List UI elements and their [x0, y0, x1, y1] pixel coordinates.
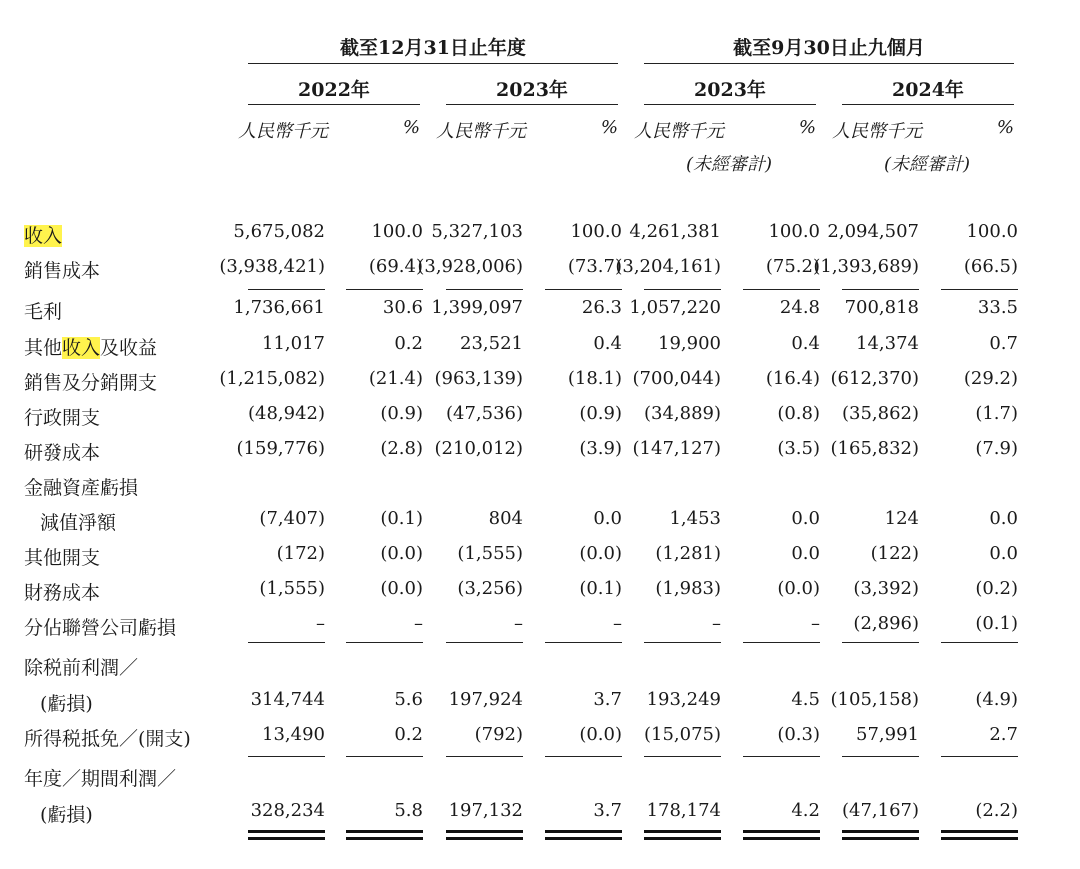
label-text: 毛利 — [24, 301, 63, 323]
percent-cell: – — [811, 613, 820, 634]
rule-after-cost-of-sales-2 — [346, 289, 423, 290]
year-underline-2 — [446, 104, 618, 105]
percent-cell: – — [414, 613, 423, 634]
amount-cell: 1,453 — [669, 508, 721, 529]
amount-cell: (147,127) — [632, 438, 721, 459]
amount-cell: 1,057,220 — [629, 297, 721, 318]
amount-cell: (47,536) — [445, 403, 523, 424]
double-rule-segment — [743, 837, 820, 840]
amount-cell: (35,862) — [841, 403, 919, 424]
percent-cell: (3.9) — [579, 438, 622, 459]
row-label — [40, 689, 93, 716]
amount-cell: (210,012) — [434, 438, 523, 459]
percent-cell: (73.7) — [567, 256, 622, 277]
rule-after-share-of-loss-6 — [743, 642, 820, 643]
amount-cell: (3,928,006) — [417, 256, 523, 277]
amount-cell: (3,938,421) — [219, 256, 325, 277]
percent-cell: 0.0 — [791, 543, 820, 564]
amount-cell: (1,281) — [655, 543, 721, 564]
unit-pct-3: % — [798, 117, 816, 138]
percent-cell: (16.4) — [765, 368, 820, 389]
amount-cell: (792) — [474, 724, 523, 745]
amount-cell: (48,942) — [247, 403, 325, 424]
unit-pct-1: % — [402, 117, 420, 138]
double-rule-segment — [346, 837, 423, 840]
label-text: 其他開支 — [24, 547, 101, 569]
percent-cell: 100.0 — [371, 221, 423, 242]
row-label — [24, 256, 100, 283]
label-text: 銷售成本 — [24, 260, 101, 282]
row-label — [24, 297, 62, 324]
rule-after-tax-2 — [346, 756, 423, 757]
label-text: 收入 — [24, 225, 63, 247]
amount-cell: 197,924 — [448, 689, 523, 710]
percent-cell: (3.5) — [777, 438, 820, 459]
amount-cell: (700,044) — [632, 368, 721, 389]
percent-cell: (0.0) — [777, 578, 820, 599]
percent-cell: (0.8) — [777, 403, 820, 424]
rule-after-tax-7 — [842, 756, 919, 757]
label-text: 行政開支 — [24, 407, 101, 429]
amount-cell: 328,234 — [250, 800, 325, 821]
amount-cell: 4,261,381 — [629, 221, 721, 242]
amount-cell: 19,900 — [658, 333, 721, 354]
percent-cell: (1.7) — [975, 403, 1018, 424]
percent-cell: (21.4) — [368, 368, 423, 389]
percent-cell: 100.0 — [570, 221, 622, 242]
amount-cell: (165,832) — [830, 438, 919, 459]
percent-cell: 0.4 — [593, 333, 622, 354]
amount-cell: 23,521 — [460, 333, 523, 354]
percent-cell: (0.1) — [975, 613, 1018, 634]
percent-cell: (0.0) — [579, 543, 622, 564]
percent-cell: (0.3) — [777, 724, 820, 745]
percent-cell: 3.7 — [593, 689, 622, 710]
rule-after-cost-of-sales-1 — [248, 289, 325, 290]
row-label — [24, 368, 157, 395]
row-label — [24, 578, 100, 605]
row-label — [24, 473, 138, 500]
label-text: (虧損) — [40, 804, 93, 826]
amount-cell: (122) — [870, 543, 919, 564]
rule-after-cost-of-sales-6 — [743, 289, 820, 290]
amount-cell: 193,249 — [646, 689, 721, 710]
double-rule-segment — [842, 830, 919, 833]
percent-cell: 3.7 — [593, 800, 622, 821]
double-rule-segment — [346, 830, 423, 833]
amount-cell: (1,555) — [259, 578, 325, 599]
highlighted-text: 收入 — [62, 337, 101, 359]
percent-cell: 0.0 — [989, 508, 1018, 529]
unaudited-note-1: (未經審計) — [686, 154, 773, 175]
unit-rmb-1: 人民幣千元 — [238, 121, 328, 142]
amount-cell: 57,991 — [856, 724, 919, 745]
rule-after-tax-8 — [941, 756, 1018, 757]
double-rule-segment — [842, 837, 919, 840]
amount-cell: (47,167) — [841, 800, 919, 821]
percent-cell: 24.8 — [779, 297, 820, 318]
amount-cell: 197,132 — [448, 800, 523, 821]
percent-cell: 100.0 — [768, 221, 820, 242]
rule-after-share-of-loss-1 — [248, 642, 325, 643]
rule-after-share-of-loss-3 — [446, 642, 523, 643]
rule-after-tax-3 — [446, 756, 523, 757]
double-rule-segment — [545, 830, 622, 833]
label-text: 年度／期間利潤／ — [24, 768, 177, 790]
amount-cell: 804 — [488, 508, 523, 529]
percent-cell: (0.2) — [975, 578, 1018, 599]
rule-after-cost-of-sales-7 — [842, 289, 919, 290]
percent-cell: 0.0 — [593, 508, 622, 529]
percent-cell: (0.9) — [579, 403, 622, 424]
row-label — [24, 653, 138, 680]
year-underline-1 — [248, 104, 420, 105]
percent-cell: (29.2) — [963, 368, 1018, 389]
amount-cell: 124 — [884, 508, 919, 529]
amount-cell: – — [514, 613, 523, 634]
amount-cell: (963,139) — [434, 368, 523, 389]
label-text: 銷售及分銷開支 — [24, 372, 158, 394]
amount-cell: (2,896) — [853, 613, 919, 634]
rule-after-tax-5 — [644, 756, 721, 757]
percent-cell: 2.7 — [989, 724, 1018, 745]
rule-after-cost-of-sales-5 — [644, 289, 721, 290]
percent-cell: – — [613, 613, 622, 634]
unit-pct-2: % — [600, 117, 618, 138]
amount-cell: (3,256) — [457, 578, 523, 599]
year-2022: 2022年 — [298, 79, 370, 101]
year-2023-nine-months: 2023年 — [694, 79, 766, 101]
amount-cell: 178,174 — [646, 800, 721, 821]
amount-cell: 314,744 — [250, 689, 325, 710]
row-label — [24, 613, 176, 640]
rule-after-cost-of-sales-3 — [446, 289, 523, 290]
double-rule-segment — [743, 830, 820, 833]
percent-cell: (0.1) — [380, 508, 423, 529]
row-label — [24, 764, 176, 791]
amount-cell: 700,818 — [844, 297, 919, 318]
amount-cell: 1,736,661 — [233, 297, 325, 318]
label-text: 金融資產虧損 — [24, 477, 139, 499]
percent-cell: 0.0 — [791, 508, 820, 529]
year-underline-4 — [842, 104, 1014, 105]
rule-after-share-of-loss-8 — [941, 642, 1018, 643]
row-label — [24, 724, 191, 751]
percent-cell: (0.0) — [579, 724, 622, 745]
percent-cell: (4.9) — [975, 689, 1018, 710]
amount-cell: 5,675,082 — [233, 221, 325, 242]
percent-cell: 5.6 — [394, 689, 423, 710]
percent-cell: 0.0 — [989, 543, 1018, 564]
rule-after-share-of-loss-2 — [346, 642, 423, 643]
row-label — [24, 333, 157, 360]
rule-after-share-of-loss-7 — [842, 642, 919, 643]
percent-cell: (0.0) — [380, 543, 423, 564]
unaudited-note-2: (未經審計) — [884, 154, 971, 175]
amount-cell: 1,399,097 — [431, 297, 523, 318]
rule-after-cost-of-sales-4 — [545, 289, 622, 290]
amount-cell: (159,776) — [236, 438, 325, 459]
double-rule-segment — [545, 837, 622, 840]
amount-cell: 5,327,103 — [431, 221, 523, 242]
percent-cell: 0.2 — [394, 333, 423, 354]
rule-after-share-of-loss-4 — [545, 642, 622, 643]
amount-cell: – — [712, 613, 721, 634]
percent-cell: (7.9) — [975, 438, 1018, 459]
percent-cell: (69.4) — [368, 256, 423, 277]
group-header-year-ended: 截至12月31日止年度 — [340, 37, 526, 59]
rule-after-tax-6 — [743, 756, 820, 757]
double-rule-segment — [941, 830, 1018, 833]
label-part: 其他 — [24, 337, 63, 359]
label-text: 減值淨額 — [40, 512, 117, 534]
percent-cell: 0.7 — [989, 333, 1018, 354]
amount-cell: – — [316, 613, 325, 634]
double-rule-segment — [446, 837, 523, 840]
label-part: 及收益 — [100, 337, 158, 359]
unit-rmb-2: 人民幣千元 — [436, 121, 526, 142]
amount-cell: (1,983) — [655, 578, 721, 599]
rule-after-share-of-loss-5 — [644, 642, 721, 643]
percent-cell: 26.3 — [581, 297, 622, 318]
group-header-nine-months: 截至9月30日止九個月 — [733, 37, 925, 59]
percent-cell: (18.1) — [567, 368, 622, 389]
label-text: 分佔聯營公司虧損 — [24, 617, 177, 639]
group-underline-2 — [644, 63, 1014, 64]
row-label — [24, 438, 100, 465]
percent-cell: (66.5) — [963, 256, 1018, 277]
label-text: 除税前利潤／ — [24, 657, 139, 679]
unit-rmb-4: 人民幣千元 — [832, 121, 922, 142]
year-underline-3 — [644, 104, 816, 105]
rule-after-tax-1 — [248, 756, 325, 757]
amount-cell: (3,204,161) — [615, 256, 721, 277]
group-underline-1 — [248, 63, 618, 64]
rule-after-cost-of-sales-8 — [941, 289, 1018, 290]
amount-cell: (105,158) — [830, 689, 919, 710]
percent-cell: 30.6 — [382, 297, 423, 318]
percent-cell: (0.0) — [380, 578, 423, 599]
amount-cell: 11,017 — [262, 333, 325, 354]
amount-cell: (15,075) — [643, 724, 721, 745]
year-2023-annual: 2023年 — [496, 79, 568, 101]
amount-cell: (1,555) — [457, 543, 523, 564]
amount-cell: (1,393,689) — [813, 256, 919, 277]
row-label — [24, 543, 100, 570]
percent-cell: 5.8 — [394, 800, 423, 821]
row-label — [40, 800, 93, 827]
amount-cell: (172) — [276, 543, 325, 564]
label-text: 研發成本 — [24, 442, 101, 464]
label-text: 財務成本 — [24, 582, 101, 604]
double-rule-segment — [446, 830, 523, 833]
percent-cell: (0.1) — [579, 578, 622, 599]
double-rule-segment — [941, 837, 1018, 840]
year-2024-nine-months: 2024年 — [892, 79, 964, 101]
amount-cell: 14,374 — [856, 333, 919, 354]
percent-cell: 0.2 — [394, 724, 423, 745]
unit-rmb-3: 人民幣千元 — [634, 121, 724, 142]
label-text: (虧損) — [40, 693, 93, 715]
percent-cell: (2.2) — [975, 800, 1018, 821]
row-label — [40, 508, 116, 535]
rule-after-tax-4 — [545, 756, 622, 757]
percent-cell: (2.8) — [380, 438, 423, 459]
double-rule-segment — [644, 837, 721, 840]
percent-cell: 4.5 — [791, 689, 820, 710]
amount-cell: 13,490 — [262, 724, 325, 745]
row-label — [24, 221, 62, 248]
percent-cell: 0.4 — [791, 333, 820, 354]
amount-cell: (7,407) — [259, 508, 325, 529]
double-rule-segment — [644, 830, 721, 833]
amount-cell: (1,215,082) — [219, 368, 325, 389]
label-text: 所得税抵免／(開支) — [24, 728, 191, 750]
unit-pct-4: % — [996, 117, 1014, 138]
percent-cell: (75.2) — [765, 256, 820, 277]
percent-cell: (0.9) — [380, 403, 423, 424]
amount-cell: 2,094,507 — [827, 221, 919, 242]
row-label — [24, 403, 100, 430]
percent-cell: 100.0 — [966, 221, 1018, 242]
double-rule-segment — [248, 837, 325, 840]
amount-cell: (34,889) — [643, 403, 721, 424]
percent-cell: 4.2 — [791, 800, 820, 821]
percent-cell: 33.5 — [977, 297, 1018, 318]
amount-cell: (3,392) — [853, 578, 919, 599]
amount-cell: (612,370) — [830, 368, 919, 389]
double-rule-segment — [248, 830, 325, 833]
